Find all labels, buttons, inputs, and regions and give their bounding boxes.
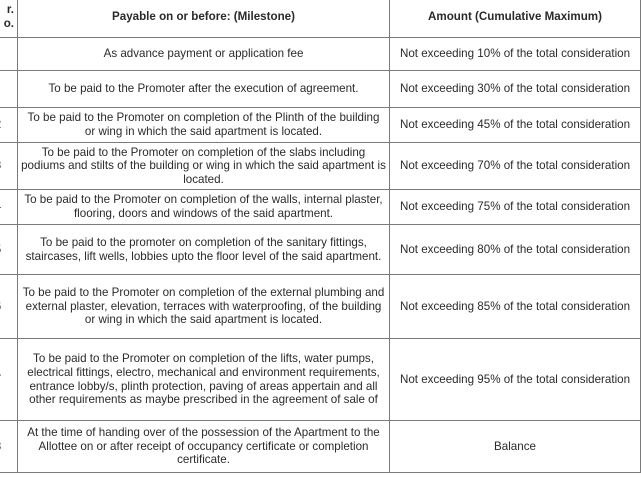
table-row: [0, 143, 641, 190]
header-sr-no: r. o.: [0, 0, 18, 38]
milestone-cell: As advance payment or application fee: [18, 38, 390, 71]
header-amount: Amount (Cumulative Maximum): [390, 0, 641, 38]
milestone-cell: To be paid to the Promoter on completion of the lifts, water pumps, electrical fittings, electro, mechanical and environment requirements, entrance lobby/s, plinth protection, paving of areas appertain and all other requirements as maybe prescribed in the agreement of sale of: [18, 339, 390, 421]
row-number: [0, 71, 18, 108]
milestone-cell: To be paid to the Promoter on completion of the slabs including podiums and stilts of the building or wing in which the said apartment is located.: [18, 143, 390, 190]
amount-cell: Balance: [390, 421, 641, 473]
milestone-cell: To be paid to the promoter on completion of the sanitary fittings, staircases, lift wells, lobbies upto the floor level of the said apartment.: [18, 225, 390, 275]
table-row: [0, 421, 641, 473]
row-number: [0, 421, 18, 473]
amount-cell: Not exceeding 10% of the total consideration: [390, 38, 641, 71]
amount-cell: Not exceeding 80% of the total consideration: [390, 225, 641, 275]
milestone-cell: At the time of handing over of the possession of the Apartment to the Allottee on or after receipt of occupancy certificate or completion certificate.: [18, 421, 390, 473]
table-row: [0, 108, 641, 143]
row-number: [0, 339, 18, 421]
milestone-cell: To be paid to the Promoter after the execution of agreement.: [18, 71, 390, 108]
table-row: [0, 275, 641, 339]
amount-cell: Not exceeding 95% of the total consideration: [390, 339, 641, 421]
milestone-cell: To be paid to the Promoter on completion of the Plinth of the building or wing in which the said apartment is located.: [18, 108, 390, 143]
amount-cell: Not exceeding 45% of the total consideration: [390, 108, 641, 143]
row-number: [0, 38, 18, 71]
amount-cell: Not exceeding 70% of the total consideration: [390, 143, 641, 190]
amount-cell: Not exceeding 75% of the total consideration: [390, 190, 641, 225]
row-number: [0, 275, 18, 339]
table-row: [0, 38, 641, 71]
amount-cell: Not exceeding 85% of the total consideration: [390, 275, 641, 339]
table-row: [0, 190, 641, 225]
table-row: [0, 71, 641, 108]
table-header-row: [0, 0, 641, 38]
row-number: [0, 108, 18, 143]
row-number: [0, 190, 18, 225]
row-number: [0, 225, 18, 275]
amount-cell: Not exceeding 30% of the total consideration: [390, 71, 641, 108]
row-number: [0, 143, 18, 190]
milestone-cell: To be paid to the Promoter on completion of the external plumbing and external plaster, elevation, terraces with waterproofing, of the building or wing in which the said apartment is located.: [18, 275, 390, 339]
table-row: [0, 339, 641, 421]
header-milestone: Payable on or before: (Milestone): [18, 0, 390, 38]
table-row: [0, 225, 641, 275]
milestone-cell: To be paid to the Promoter on completion of the walls, internal plaster, flooring, doors and windows of the said apartment.: [18, 190, 390, 225]
